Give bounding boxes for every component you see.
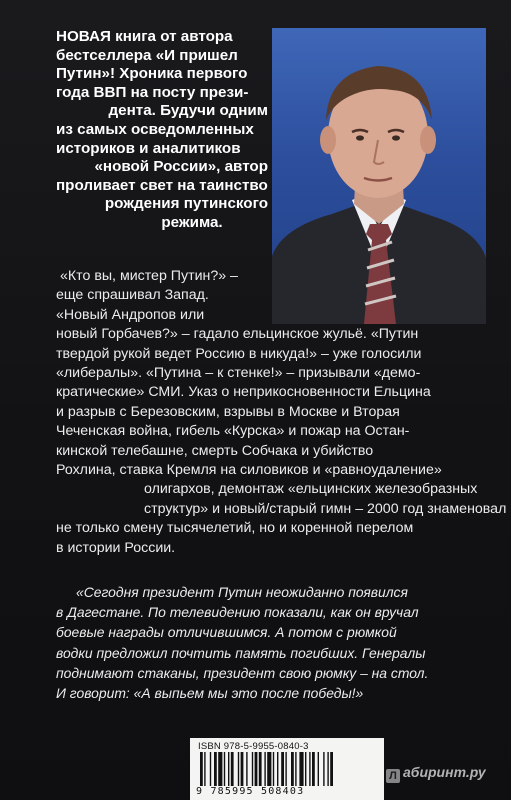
main-paragraph (56, 267, 506, 558)
blurb-line: НОВАЯ книга от автора (56, 28, 233, 45)
paragraph-line: «Кто вы, мистер Путин?» – (60, 268, 238, 284)
quote-line: поднимают стаканы, президент свою рюмку – на стол. (56, 664, 429, 681)
blurb-line: года ВВП на посту прези- (56, 83, 249, 101)
quote-block (56, 582, 428, 703)
blurb-line: «новой России», автор (94, 158, 268, 176)
barcode-box (190, 738, 384, 800)
quote-line: И говорит: «А выпьем мы это после победы!» (56, 685, 364, 702)
paragraph-line: «либералы». «Путина – к стенке!» – призывали «демо- (56, 365, 421, 382)
paragraph-line: структур» и новый/старый гимн – 2000 год знаменовал (144, 500, 507, 517)
paragraph-line: Рохлина, ставка Кремля на силовиков и «равноудаление» (56, 462, 442, 479)
store-logo (386, 764, 486, 783)
paragraph-line: новый Горбачев?» – гадало ельцинское жульё. «Путин (56, 326, 419, 343)
paragraph-line: твердой рукой ведет Россию в никуда!» – уже голосили (56, 345, 422, 362)
paragraph-line: олигархов, демонтаж «ельцинских железобразных (144, 481, 478, 498)
blurb-line: дента. Будучи одним (108, 102, 268, 120)
isbn-label: ISBN 978-5-9955-0840-3 (198, 741, 309, 752)
blurb-line: историков и аналитиков (56, 139, 241, 157)
paragraph-line: и разрыв с Березовским, взрывы в Москве и Вторая (56, 403, 400, 420)
store-logo-text: абиринт.ру (403, 764, 486, 780)
paragraph-line: в истории России. (56, 539, 176, 556)
store-logo-mark: Л (386, 769, 400, 783)
blurb-line: Путин»! Хроника первого (56, 65, 248, 83)
paragraph-line: кинской телебашне, смерть Собчака и убийство (56, 442, 374, 459)
blurb-line: из самых осведомленных (56, 120, 254, 138)
quote-line: «Сегодня президент Путин неожиданно появился (76, 584, 408, 600)
paragraph-line: еще спрашивал Запад. (56, 287, 209, 304)
paragraph-line: «Новый Андропов или (56, 306, 205, 323)
paragraph-line: кратические» СМИ. Указ о неприкосновенности Ельцина (56, 384, 431, 401)
barcode-icon (200, 752, 376, 786)
blurb-line: рождения путинского (104, 195, 268, 213)
paragraph-line: Чеченская война, гибель «Курска» и пожар на Остан- (56, 423, 410, 440)
quote-line: боевые награды отличившимся. А потом с рюмкой (56, 624, 397, 641)
blurb-line: бестселлера «И пришел (56, 46, 238, 64)
paragraph-line: не только смену тысячелетий, но и коренной перелом (56, 520, 414, 537)
barcode-digits: 9 785995 508403 (196, 786, 305, 797)
blurb-line: проливает свет на таинство (56, 176, 268, 194)
quote-line: водки предложил почтить память погибших. Генералы (56, 644, 426, 661)
blurb-text (56, 28, 268, 233)
blurb-line: режима. (161, 213, 223, 231)
quote-line: в Дагестане. По телевидению показали, как он вручал (56, 604, 419, 621)
